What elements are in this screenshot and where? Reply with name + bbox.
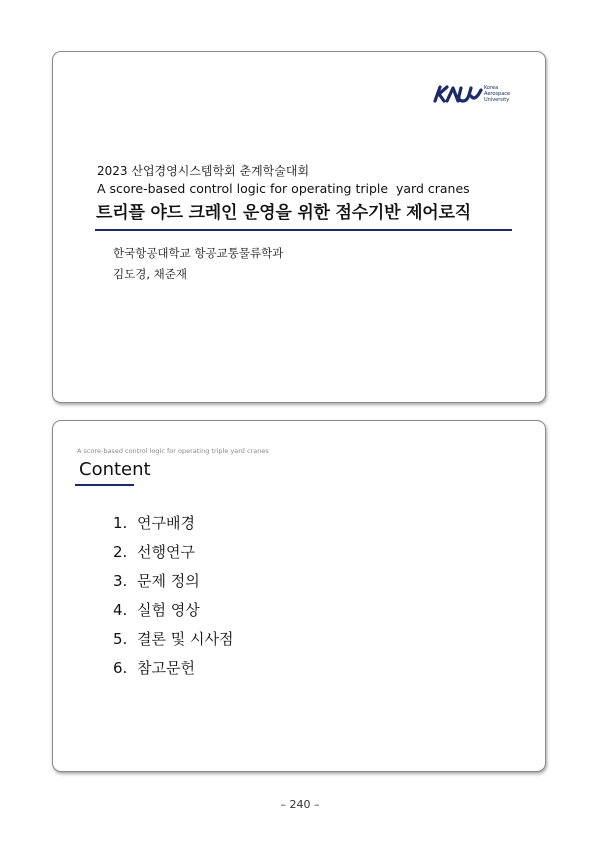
item-label: 문제 정의 — [137, 572, 200, 590]
content-slide — [52, 420, 546, 772]
item-label: 결론 및 시사점 — [137, 630, 234, 648]
item-label: 참고문헌 — [137, 659, 195, 677]
content-heading: Content — [79, 459, 151, 480]
list-item — [113, 654, 233, 683]
item-number: 5. — [113, 630, 128, 648]
title-slide — [52, 51, 546, 403]
logo-line: University — [484, 97, 510, 103]
english-title: A score-based control logic for operating triple yard cranes — [97, 181, 470, 196]
kau-logo-icon — [431, 83, 483, 105]
logo-line: Aerospace — [484, 91, 511, 97]
logo-wordmark — [484, 85, 510, 103]
item-label: 연구배경 — [137, 514, 195, 532]
affiliation: 한국항공대학교 항공교통물류학과 — [113, 246, 284, 260]
list-item — [113, 596, 233, 625]
table-of-contents — [113, 509, 233, 683]
list-item — [113, 567, 233, 596]
item-label: 실험 영상 — [137, 601, 200, 619]
item-label: 선행연구 — [137, 543, 195, 561]
item-number: 3. — [113, 572, 128, 590]
heading-underline — [75, 484, 134, 486]
item-number: 1. — [113, 514, 128, 532]
list-item — [113, 625, 233, 654]
item-number: 6. — [113, 659, 128, 677]
item-number: 2. — [113, 543, 128, 561]
slide-subtitle: A score-based control logic for operating triple yard cranes — [77, 447, 269, 455]
item-number: 4. — [113, 601, 128, 619]
list-item — [113, 509, 233, 538]
logo-line: Korea — [484, 85, 499, 91]
list-item — [113, 538, 233, 567]
authors: 김도경, 채준재 — [113, 267, 187, 281]
conference-name: 2023 산업경영시스템학회 춘계학술대회 — [97, 164, 310, 178]
university-logo — [431, 83, 513, 105]
korean-title: 트리플 야드 크레인 운영을 위한 점수기반 제어로직 — [96, 203, 471, 223]
page-number: – 240 – — [280, 798, 320, 811]
title-divider — [95, 229, 512, 231]
